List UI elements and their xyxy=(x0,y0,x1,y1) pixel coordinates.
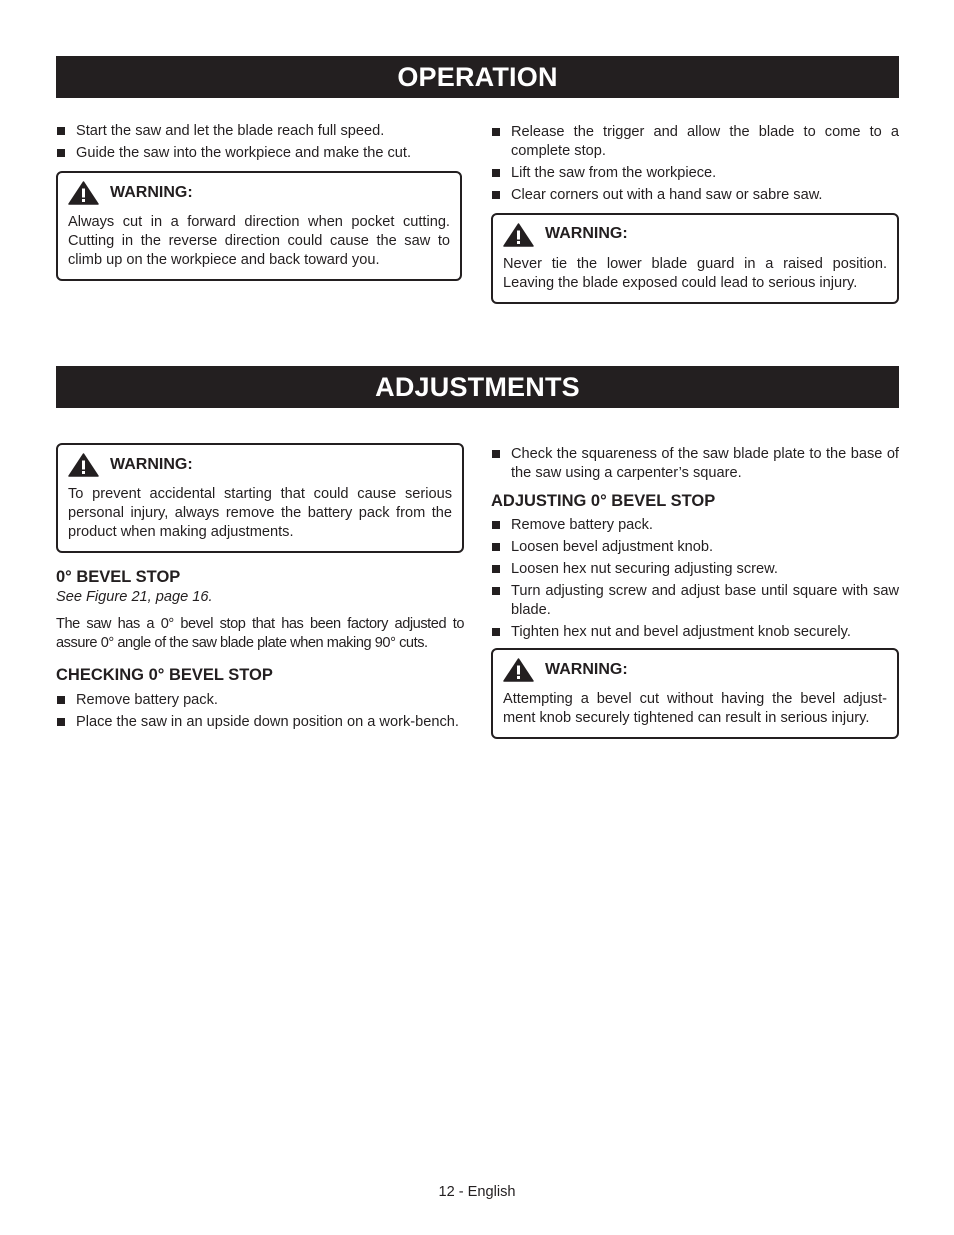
list-item: Loosen hex nut securing adjusting screw. xyxy=(491,560,899,579)
warning-box xyxy=(56,171,462,281)
adjustments-right-list xyxy=(491,445,899,483)
warning-box xyxy=(491,648,899,739)
warning-text: To prevent accidental starting that could cause serious personal injury, always remove the battery pack from the product when making adjustments. xyxy=(68,486,452,540)
bullet-square-icon xyxy=(492,450,500,458)
adjustments-right-column xyxy=(491,445,899,739)
bullet-square-icon xyxy=(492,169,500,177)
bullet-square-icon xyxy=(57,127,65,135)
warning-header xyxy=(503,223,887,247)
warning-triangle-icon xyxy=(503,658,534,682)
bullet-square-icon xyxy=(492,587,500,595)
adjustments-banner: ADJUSTMENTS xyxy=(56,366,899,408)
bullet-square-icon xyxy=(492,565,500,573)
warning-label: WARNING: xyxy=(545,660,628,678)
bullet-square-icon xyxy=(57,149,65,157)
warning-box xyxy=(56,443,464,553)
adjusting-list xyxy=(491,516,899,642)
list-item: Remove battery pack. xyxy=(56,691,464,710)
bevel-stop-heading: 0° BEVEL STOP xyxy=(56,567,181,586)
list-item: Clear corners out with a hand saw or sabre saw. xyxy=(491,186,899,205)
bullet-square-icon xyxy=(57,718,65,726)
warning-header xyxy=(68,453,452,477)
list-item: Guide the saw into the workpiece and make the cut. xyxy=(56,144,464,163)
list-item: Loosen bevel adjustment knob. xyxy=(491,538,899,557)
warning-triangle-icon xyxy=(503,223,534,247)
warning-label: WARNING: xyxy=(110,183,193,201)
warning-triangle-icon xyxy=(68,453,99,477)
bullet-square-icon xyxy=(492,128,500,136)
warning-label: WARNING: xyxy=(545,225,628,243)
warning-text: Always cut in a forward direction when pocket cutting. Cutting in the reverse direction could cause the saw to climb up on the workpiece and back toward you. xyxy=(68,213,450,268)
page-footer: 12 - English xyxy=(438,1184,516,1200)
bullet-square-icon xyxy=(57,696,65,704)
list-item: Lift the saw from the workpiece. xyxy=(491,164,899,183)
operation-banner: OPERATION xyxy=(56,56,899,98)
warning-text: Attempting a bevel cut without having the bevel adjust-ment knob securely tightened can result in serious injury. xyxy=(503,691,887,727)
operation-left-list xyxy=(56,122,464,163)
figure-reference: See Figure 21, page 16. xyxy=(56,589,213,606)
list-item: Check the squareness of the saw blade plate to the base of the saw using a carpenter’s square. xyxy=(491,445,899,483)
list-item: Start the saw and let the blade reach full speed. xyxy=(56,122,464,141)
bullet-square-icon xyxy=(492,628,500,636)
bullet-square-icon xyxy=(492,191,500,199)
bevel-stop-paragraph: The saw has a 0° bevel stop that has been factory adjusted to assure 0° angle of the saw blade plate when making 90° cuts. xyxy=(56,616,464,652)
warning-header xyxy=(503,658,887,682)
list-item: Place the saw in an upside down position on a work-bench. xyxy=(56,713,464,732)
warning-box xyxy=(491,213,899,304)
warning-triangle-icon xyxy=(68,181,99,205)
operation-right-list xyxy=(491,123,899,205)
adjustments-left-column xyxy=(56,443,464,735)
bullet-square-icon xyxy=(492,543,500,551)
warning-text: Never tie the lower blade guard in a raised position. Leaving the blade exposed could lead to serious injury. xyxy=(503,255,887,291)
list-item: Tighten hex nut and bevel adjustment knob securely. xyxy=(491,623,899,642)
list-item: Turn adjusting screw and adjust base until square with saw blade. xyxy=(491,582,899,620)
bullet-square-icon xyxy=(492,521,500,529)
operation-left-column xyxy=(56,122,464,281)
operation-right-column xyxy=(491,123,899,304)
list-item: Release the trigger and allow the blade to come to a complete stop. xyxy=(491,123,899,161)
adjusting-heading: ADJUSTING 0° BEVEL STOP xyxy=(491,491,716,510)
warning-label: WARNING: xyxy=(110,455,193,473)
warning-header xyxy=(68,181,450,205)
list-item: Remove battery pack. xyxy=(491,516,899,535)
checking-list xyxy=(56,691,464,732)
checking-heading: CHECKING 0° BEVEL STOP xyxy=(56,666,273,685)
